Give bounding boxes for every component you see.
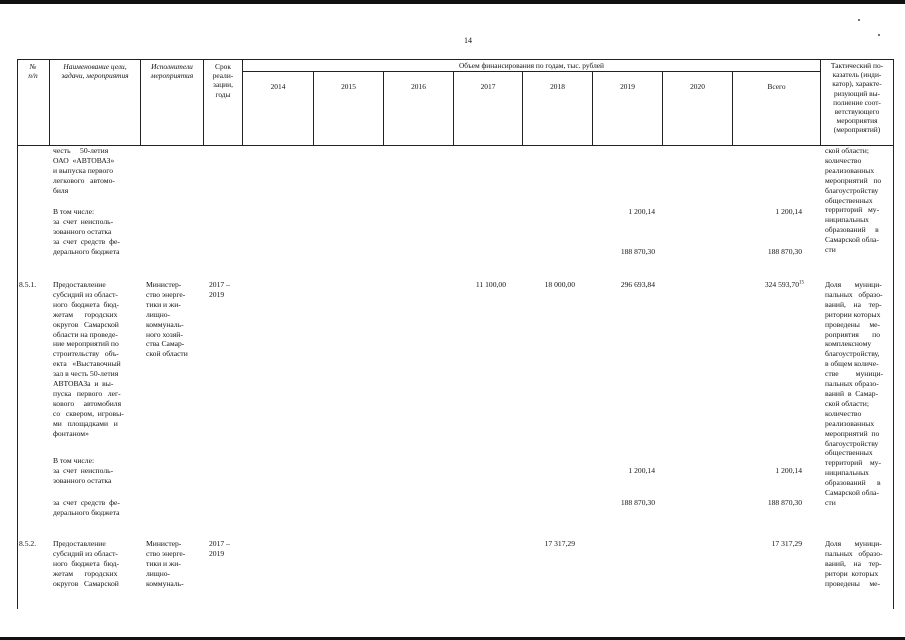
header-volume: Объем финансирования по годам, тыс. рублей <box>458 61 605 70</box>
header-year: 2016 <box>411 82 426 91</box>
header-term: Срок реали- зации, годы <box>212 62 234 99</box>
item-executors: Министер- ство энерге- тики и жи- лищно- коммуналь- ного хозяй- ства Самар- ской области <box>146 280 188 359</box>
including-label: В том числе: <box>53 207 95 216</box>
table-top-border <box>17 59 893 60</box>
item-number: 8.5.2. <box>19 539 37 548</box>
value-total: 1 200,14 <box>775 207 802 216</box>
year-header-line <box>242 71 820 72</box>
item-executors: Министер- ство энерге- тики и жи- лищно- коммуналь- <box>146 539 186 588</box>
value-total <box>733 280 804 290</box>
speck <box>878 34 880 36</box>
table-left-border <box>17 59 18 609</box>
top-border-bar <box>0 0 905 4</box>
page-number: 14 <box>464 36 472 45</box>
header-bottom-border <box>17 145 893 146</box>
value-total: 188 870,30 <box>767 247 802 256</box>
sub-name: за счет средств фе- дерального бюджета <box>53 498 120 517</box>
header-year: 2014 <box>270 82 286 91</box>
value-total: 1 200,14 <box>775 466 802 475</box>
col-divider <box>242 59 243 145</box>
value-2019: 296 693,84 <box>620 280 655 289</box>
header-indicator: Тактический по- казатель (инди- катор), характе- ризующий вы- полнение соот- ветствующего мероприятия (мероприятий) <box>830 61 884 135</box>
header-executors: Исполнители мероприятия <box>150 62 194 81</box>
footnote-mark: 15 <box>799 280 804 286</box>
item-name: честь 50-летия ОАО «АВТОВАЗ» и выпуска первого легкового автомо- биля <box>53 146 115 195</box>
value-total-number: 324 593,70 <box>764 280 799 289</box>
header-name: Наименование цели, задачи, мероприятия <box>61 62 129 81</box>
value-2019: 1 200,14 <box>628 466 655 475</box>
header-year: 2015 <box>341 82 356 91</box>
value-total: 188 870,30 <box>767 498 802 507</box>
value-2018: 18 000,00 <box>544 280 575 289</box>
item-indicator: Доля муници- пальных образо- ваний, на тер- ритории которых проведены ме- роприятия по комплексному благоустройству, в общем количе- стве муници- пальных образо- ваний в Самар- ской области; количество реализованных мероприятий по благоустройству общественных территорий му- ниципальных образований в Самарской обла- сти <box>825 280 884 507</box>
item-name: Предоставление субсидий из област- ного бюджета бюд- жетам городских округов Самарской области на проведе- ние мероприятий по строительству объ- екта «Выставочный зал в честь 50-летия АВТОВАЗа и вы- пуска первого лег- кового автомобиля со сквером, игровы- ми площадками и фонтаном» <box>53 280 124 438</box>
header-num: № п/п <box>28 62 38 81</box>
value-2019: 188 870,30 <box>620 247 655 256</box>
value-2017: 11 100,00 <box>475 280 506 289</box>
value-2019: 1 200,14 <box>628 207 655 216</box>
header-year: 2018 <box>550 82 565 91</box>
item-indicator: ской области; количество реализованных мероприятий по благоустройству общественных территорий му- ниципальных образований в Самарской обла- сти <box>825 146 882 255</box>
item-term: 2017 – 2019 <box>209 280 230 299</box>
value-2018: 17 317,29 <box>544 539 575 548</box>
speck <box>858 19 860 21</box>
sub-name: за счет неисполь- зованного остатка <box>53 466 114 485</box>
item-number: 8.5.1. <box>19 280 37 289</box>
header-year: 2019 <box>620 82 635 91</box>
including-label: В том числе: <box>53 456 95 465</box>
item-indicator: Доля муници- пальных образо- ваний, на тер- ритори которых проведены ме- <box>825 539 883 588</box>
item-term: 2017 – 2019 <box>209 539 230 558</box>
value-total: 17 317,29 <box>771 539 802 548</box>
header-year: 2017 <box>480 82 496 91</box>
value-2019: 188 870,30 <box>620 498 655 507</box>
header-total: Всего <box>767 82 786 91</box>
sub-name: за счет средств фе- дерального бюджета <box>53 237 120 256</box>
table-right-border <box>893 59 894 609</box>
header-year: 2020 <box>690 82 705 91</box>
item-name: Предоставление субсидий из област- ного бюджета бюд- жетам городских округов Самарской <box>53 539 120 588</box>
sub-name: за счет неисполь- зованного остатка <box>53 217 114 236</box>
